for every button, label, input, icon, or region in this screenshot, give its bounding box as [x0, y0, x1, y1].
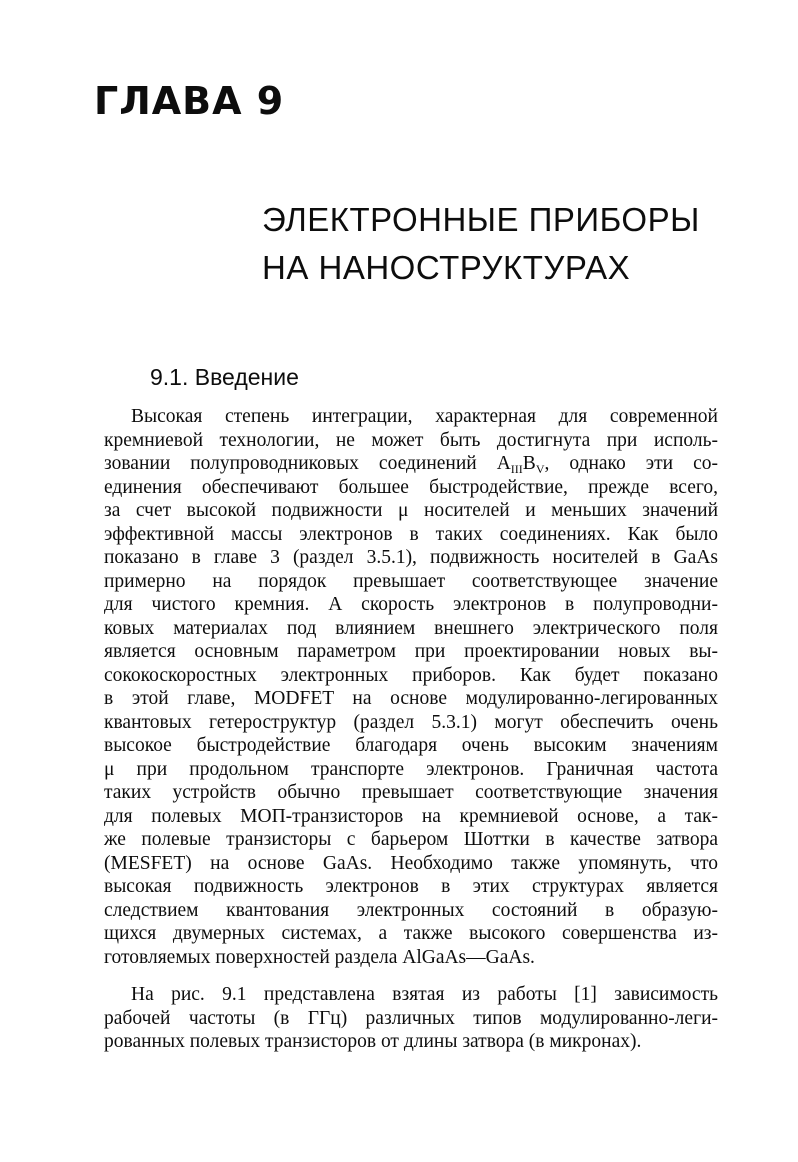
text-line: примерно на порядок превышает соответствующее значение — [104, 570, 718, 592]
paragraph-1 — [104, 405, 718, 969]
paragraph-2 — [104, 983, 718, 1054]
text-line: рабочей частоты (в ГГц) различных типов модулированно-леги- — [104, 1007, 718, 1029]
text-line: высокое быстродействие благодаря очень высоким значениям — [104, 735, 718, 756]
text-line: ковых материалах под влиянием внешнего электрического поля — [104, 617, 718, 639]
text-line: На рис. 9.1 представлена взятая из работы [1] зависимость — [131, 984, 718, 1005]
text-line: следствием квантования электронных состояний в образую- — [104, 899, 718, 921]
chapter-title-line-1: ЭЛЕКТРОННЫЕ ПРИБОРЫ — [262, 201, 700, 238]
chapter-title — [262, 196, 700, 292]
text-line: готовляемых поверхностей раздела AlGaAs—GaAs. — [104, 946, 535, 968]
paragraph-gap — [104, 969, 718, 983]
text-line: (MESFET) на основе GaAs. Необходимо также упомянуть, что — [104, 852, 718, 874]
text-line: μ при продольном транспорте электронов. Граничная частота — [104, 758, 718, 780]
text-line: является основным параметром при проектировании новых вы- — [104, 641, 718, 662]
text-line: зовании полупроводниковых соединений $A_{III}B_V$, однако эти со- — [104, 453, 718, 476]
chapter-title-line-2: НА НАНОСТРУКТУРАХ — [262, 249, 631, 286]
text-line: за счет высокой подвижности μ носителей и меньших значений — [104, 500, 718, 521]
text-line: щихся двумерных системах, а также высокого совершенства из- — [104, 923, 718, 944]
text-line: сококоскоростных электронных приборов. Как будет показано — [104, 664, 718, 686]
text-line: же полевые транзисторы с барьером Шоттки в качестве затвора — [104, 829, 718, 850]
text-line: кремниевой технологии, не может быть достигнута при исполь- — [104, 429, 718, 451]
text-line: единения обеспечивают большее быстродействие, прежде всего, — [104, 476, 718, 498]
text-line: таких устройств обычно превышает соответствующие значения — [104, 782, 718, 803]
text-line: эффективной массы электронов в таких соединениях. Как было — [104, 523, 718, 545]
text-line: в этой главе, MODFET на основе модулированно-легированных — [104, 688, 718, 709]
text-line: для чистого кремния. А скорость электронов в полупроводни- — [104, 594, 718, 615]
body-text — [104, 405, 718, 1054]
text-line: показано в главе 3 (раздел 3.5.1), подвижность носителей в GaAs — [104, 547, 718, 568]
chapter-label: ГЛАВА 9 — [94, 79, 285, 123]
text-line: рованных полевых транзисторов от длины затвора (в микронах). — [104, 1031, 642, 1052]
section-heading: 9.1. Введение — [150, 364, 299, 390]
text-line: для полевых МОП-транзисторов на кремниевой основе, а так- — [104, 805, 718, 827]
text-line: квантовых гетероструктур (раздел 5.3.1) могут обеспечить очень — [104, 711, 718, 733]
text-line: высокая подвижность электронов в этих структурах является — [104, 876, 718, 897]
text-line: Высокая степень интеграции, характерная для современной — [131, 406, 718, 427]
